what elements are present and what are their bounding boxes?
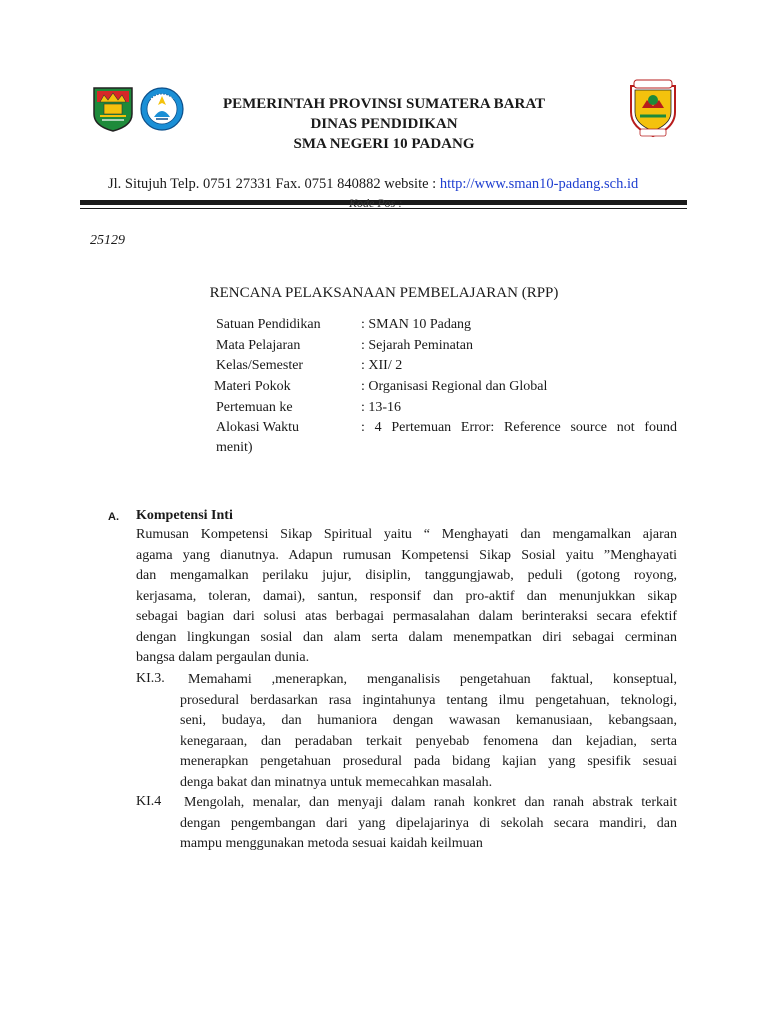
paragraph-line: Mengolah, menalar, dan menyaji dalam ranah konkret dan ranah abstrak terkait (184, 795, 677, 810)
identity-label: Alokasi Waktu (216, 420, 299, 435)
header-government-name: PEMERINTAH PROVINSI SUMATERA BARAT (222, 96, 546, 112)
paragraph-line: Rumusan Kompetensi Sikap Spiritual yaitu “ Menghayati dan mengamalkan ajaran (136, 527, 677, 542)
identity-label: Materi Pokok (214, 379, 291, 394)
paragraph-line: dan mengamalkan perilaku jujur, disiplin, tanggungjawab, peduli (gotong royong, (136, 568, 677, 583)
kompetensi-intro-paragraph (136, 525, 677, 669)
paragraph-line: sebagai bagian dari solusi atas berbagai permasalahan dalam berinteraksi secara efektif (136, 609, 677, 624)
identity-value: : 13-16 (361, 400, 402, 415)
header-school-name: SMA NEGERI 10 PADANG (293, 136, 475, 152)
ki3-paragraph (180, 670, 677, 793)
paragraph-line: dengan lingkungan sosial dan alam serta dalam menempatkan diri sebagai cerminan (136, 629, 677, 645)
ki4-paragraph (180, 793, 677, 855)
ki3-number: KI.3. (136, 671, 165, 686)
postal-code: 25129 (90, 233, 125, 248)
alokasi-continuation: menit) (216, 440, 253, 455)
identity-label: Kelas/Semester (216, 358, 304, 373)
paragraph-line: kenegaraan, dan peradaban terkait penyebab fenomena dan kejadian, serta (180, 733, 677, 749)
section-letter: A. (108, 511, 119, 523)
address-text: Jl. Situjuh Telp. 0751 27331 Fax. 0751 840882 website : (108, 176, 440, 192)
identity-value: : Sejarah Peminatan (361, 338, 473, 353)
kode-pos-label: Kode Pos : (349, 198, 403, 208)
paragraph-line: denga bakat dan minatnya untuk memecahkan masalah. (180, 774, 493, 790)
paragraph-line: bangsa dalam pergaulan dunia. (136, 650, 310, 665)
website-link[interactable]: http://www.sman10-padang.sch.id (439, 176, 639, 192)
paragraph-line: menerapkan pengetahuan prosedural pada bidang kajian yang spesifik sesuai (180, 754, 677, 769)
header-department-name: DINAS PENDIDIKAN (310, 116, 458, 132)
identity-value: : Organisasi Regional dan Global (361, 379, 548, 394)
identity-label: Mata Pelajaran (216, 338, 301, 353)
paragraph-line: kerjasama, toleran, damai), santun, responsif dan pro-aktif dan menunjukkan sikap (136, 588, 677, 604)
identity-label: Satuan Pendidikan (216, 317, 321, 332)
header-address (108, 176, 638, 193)
header-divider-thin (80, 208, 687, 209)
ki4-number: KI.4 (136, 794, 162, 809)
identity-label: Pertemuan ke (216, 400, 293, 415)
paragraph-line: agama yang dianutnya. Adapun rumusan Kompetensi Sikap Sosial yaitu ”Menghayati (136, 547, 677, 563)
paragraph-line: mampu menggunakan metoda sesuai kaidah keilmuan (180, 836, 483, 851)
identity-value: : SMAN 10 Padang (361, 317, 472, 332)
paragraph-line: dengan pengembangan dari yang dipelajarinya di sekolah secara mandiri, dan (180, 815, 677, 831)
identity-value: : XII/ 2 (361, 358, 403, 373)
paragraph-line: seni, budaya, dan humaniora dengan wawasan kemanusiaan, kebangsaan, (180, 713, 677, 728)
document-title: RENCANA PELAKSANAAN PEMBELAJARAN (RPP) (209, 285, 559, 301)
section-heading (108, 508, 233, 525)
paragraph-line: Memahami ,menerapkan, menganalisis pengetahuan faktual, konseptual, (188, 672, 677, 687)
identity-value: : 4 Pertemuan Error: Reference source not found (361, 420, 677, 435)
section-title: Kompetensi Inti (136, 508, 233, 523)
paragraph-line: prosedural berdasarkan rasa ingintahunya tentang ilmu pengetahuan, teknologi, (180, 692, 677, 708)
